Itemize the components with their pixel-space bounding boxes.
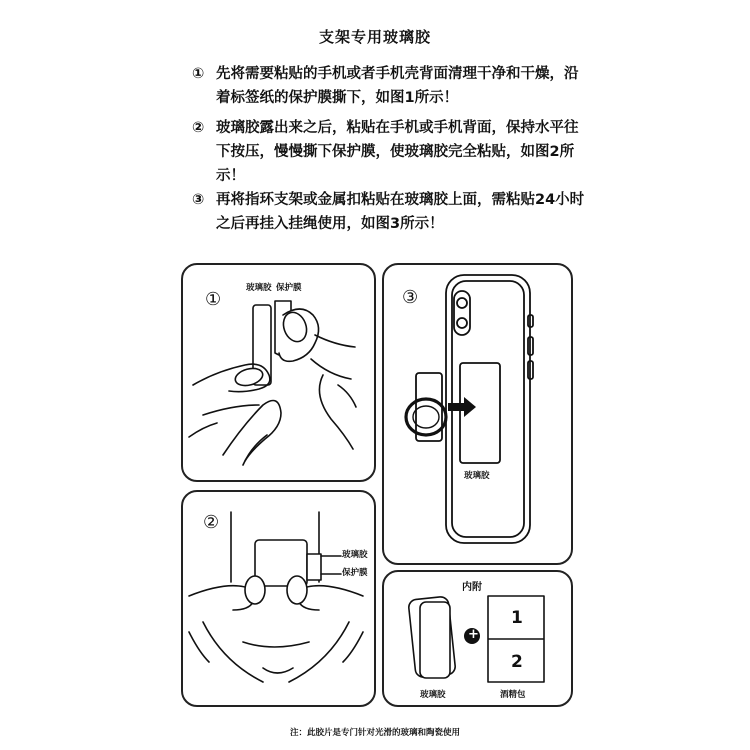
figure-number: ② [203,512,220,533]
wipe-pack-2: 2 [511,652,523,672]
instruction-step-3 [192,188,592,236]
glue-label: 玻璃胶 [246,283,272,293]
glue-label: 玻璃胶 [342,550,368,560]
film-label: 保护膜 [342,568,368,578]
step-text: 玻璃胶露出来之后，粘贴在手机或手机背面，保持水平往下按压，慢慢撕下保护膜，使玻璃胶完全粘贴，如图2所示！ [216,120,579,184]
usage-note: 注：此胶片是专门针对光滑的玻璃和陶瓷使用 [289,728,460,738]
instruction-step-1 [192,62,592,110]
step-number: ① [192,66,205,82]
plus-icon: + [468,627,479,642]
wipe-pack-1: 1 [511,608,523,628]
figure-1-panel [181,263,376,482]
page-title: 支架专用玻璃胶 [318,28,431,46]
phone-ring-illustration [384,265,571,563]
step-number: ③ [192,192,205,208]
step-text: 先将需要粘贴的手机或者手机壳背面清理干净和干燥，沿着标签纸的保护膜撕下，如图1所示！ [216,66,579,106]
figure-number: ③ [402,287,419,308]
included-items-panel [382,570,573,707]
step-text: 再将指环支架或金属扣粘贴在玻璃胶上面，需粘贴24小时之后再挂入挂绳使用，如图3所示！ [216,192,585,232]
glue-label: 玻璃胶 [420,690,446,700]
film-label: 保护膜 [276,283,302,293]
instruction-step-2 [192,116,592,188]
included-heading: 内附 [462,582,482,593]
figure-number: ① [205,289,222,310]
figure-3-panel [382,263,573,565]
glue-label: 玻璃胶 [464,471,490,481]
step-number: ② [192,120,205,136]
figure-2-panel [181,490,376,707]
wipe-label: 酒精包 [500,690,526,700]
